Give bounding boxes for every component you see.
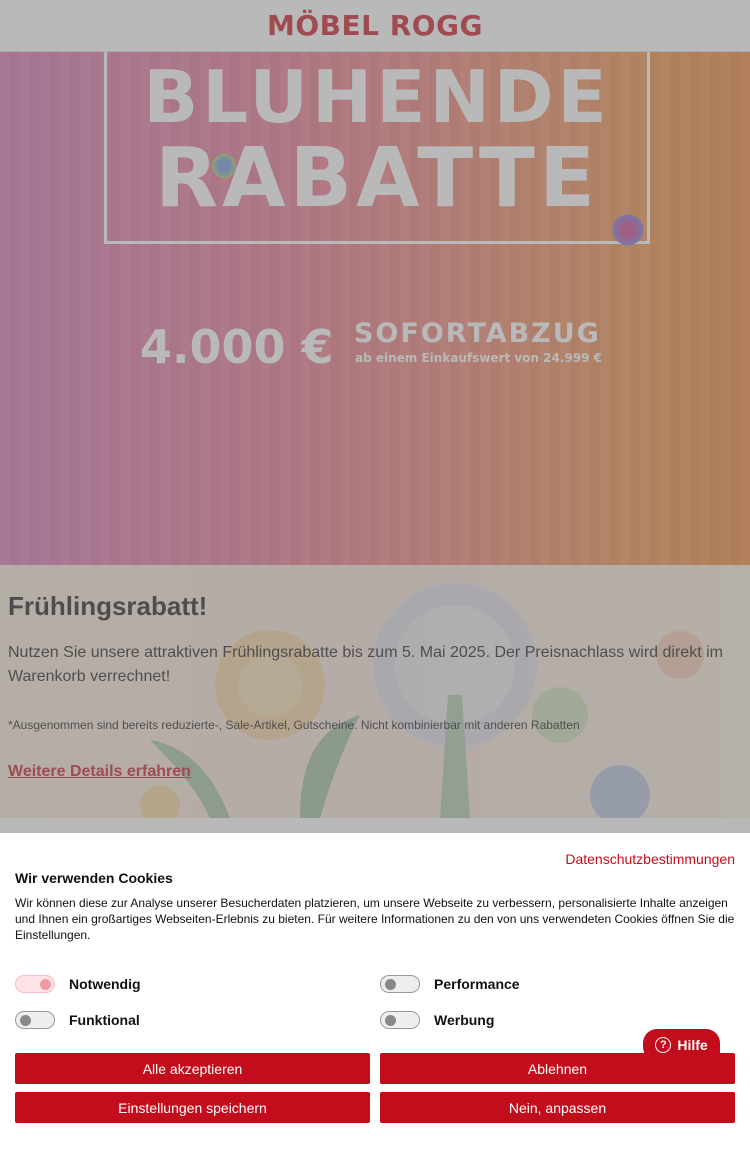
cookie-title: Wir verwenden Cookies [15, 870, 173, 886]
toggle-label: Funktional [69, 1012, 140, 1028]
functional-toggle[interactable] [15, 1011, 55, 1029]
question-icon: ? [655, 1037, 671, 1053]
toggle-label: Notwendig [69, 976, 141, 992]
toggle-knob [40, 979, 51, 990]
cookie-description: Wir können diese zur Analyse unserer Besucherdaten platzieren, um unsere Webseite zu verbessern, personalisierte Inhalte anzeigen und Ihnen ein großartiges Webseiten-Erlebnis zu bieten. Für weitere Informationen zu den von uns verwendeten Cookies öffnen Sie die Einstellungen. [15, 896, 735, 942]
save-settings-button[interactable]: Einstellungen speichern [15, 1092, 370, 1123]
toggle-knob [20, 1015, 31, 1026]
toggle-advertising [380, 1011, 494, 1029]
toggle-label: Werbung [434, 1012, 495, 1028]
advertising-toggle[interactable] [380, 1011, 420, 1029]
privacy-policy-link[interactable]: Datenschutzbestimmungen [565, 851, 735, 867]
accept-all-button[interactable]: Alle akzeptieren [15, 1053, 370, 1084]
reject-button[interactable]: Ablehnen [380, 1053, 735, 1084]
toggle-necessary [15, 975, 141, 993]
cookie-banner [0, 833, 750, 1150]
performance-toggle[interactable] [380, 975, 420, 993]
help-button[interactable] [643, 1029, 720, 1061]
toggle-functional [15, 1011, 140, 1029]
toggle-performance [380, 975, 520, 993]
toggle-knob [385, 979, 396, 990]
necessary-toggle[interactable] [15, 975, 55, 993]
toggle-label: Performance [434, 976, 520, 992]
help-label: Hilfe [677, 1037, 708, 1053]
customize-button[interactable]: Nein, anpassen [380, 1092, 735, 1123]
toggle-knob [385, 1015, 396, 1026]
